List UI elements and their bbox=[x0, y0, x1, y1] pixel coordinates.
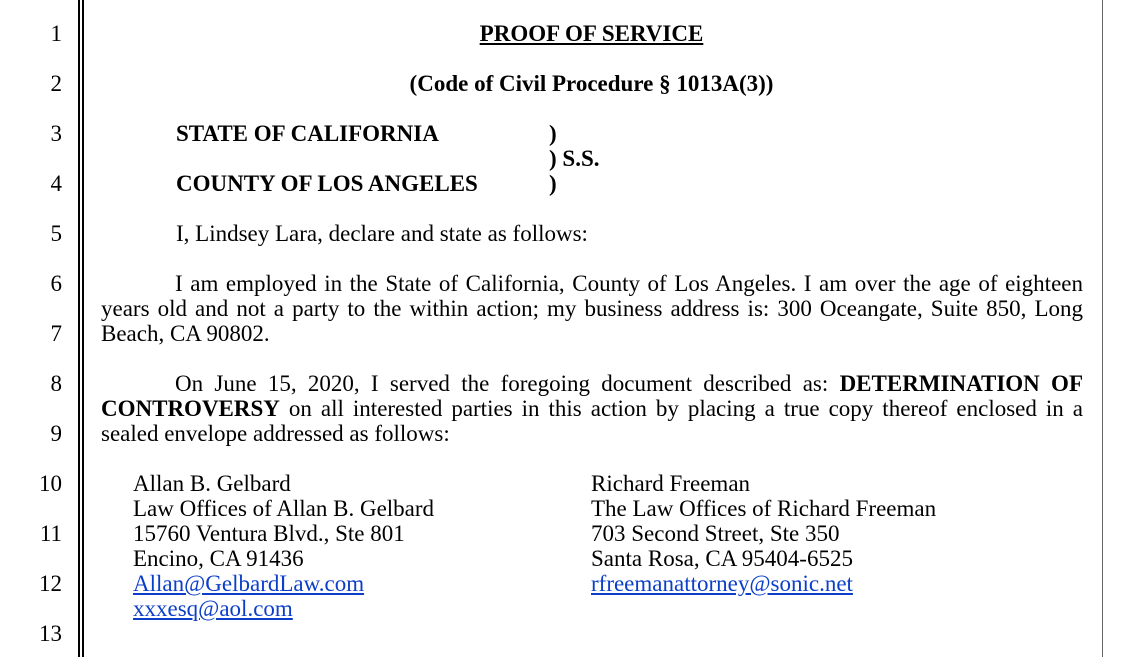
recipient-email-link[interactable]: rfreemanattorney@sonic.net bbox=[591, 571, 853, 596]
service-prefix: On June 15, 2020, I served the foregoing document described as: bbox=[175, 371, 840, 396]
venue-county: COUNTY OF LOS ANGELES bbox=[176, 171, 478, 196]
line-number: 11 bbox=[39, 521, 62, 546]
recipient-email-link[interactable]: xxxesq@aol.com bbox=[133, 596, 293, 621]
line-number: 6 bbox=[50, 271, 62, 296]
declaration-intro: I, Lindsey Lara, declare and state as follows: bbox=[176, 221, 588, 246]
recipient-city: Encino, CA 91436 bbox=[133, 546, 304, 571]
line-number: 12 bbox=[39, 571, 62, 596]
recipient-email-link[interactable]: Allan@GelbardLaw.com bbox=[133, 571, 365, 596]
line-number: 3 bbox=[50, 121, 62, 146]
recipient-firm: Law Offices of Allan B. Gelbard bbox=[133, 496, 435, 521]
line-number: 7 bbox=[50, 321, 62, 346]
venue-ss: ) S.S. bbox=[549, 146, 600, 171]
recipient-city: Santa Rosa, CA 95404-6525 bbox=[591, 546, 853, 571]
line-number: 1 bbox=[50, 21, 62, 46]
line-number: 8 bbox=[50, 371, 62, 396]
employment-paragraph: I am employed in the State of California, County of Los Angeles. I am over the age of eighteen years old and not a party to the within action; my business address is: 300 Oceangate, Suite 850, Long Beach, CA 90802. bbox=[101, 271, 1083, 346]
recipient-street: 15760 Ventura Blvd., Ste 801 bbox=[133, 521, 405, 546]
recipient-name: Allan B. Gelbard bbox=[133, 471, 291, 496]
line-number: 5 bbox=[50, 221, 62, 246]
venue-state: STATE OF CALIFORNIA bbox=[176, 121, 439, 146]
line-number: 10 bbox=[39, 471, 62, 496]
recipient-street: 703 Second Street, Ste 350 bbox=[591, 521, 840, 546]
recipient-block bbox=[133, 471, 434, 621]
venue-paren-bottom: ) bbox=[549, 171, 557, 196]
document-subtitle: (Code of Civil Procedure § 1013A(3)) bbox=[409, 71, 774, 96]
document-title: PROOF OF SERVICE bbox=[479, 21, 704, 46]
recipient-firm: The Law Offices of Richard Freeman bbox=[591, 496, 937, 521]
recipient-block bbox=[591, 471, 936, 596]
document-name: DETERMINATION OF CONTROVERSY bbox=[101, 371, 1083, 421]
line-number: 13 bbox=[39, 621, 62, 646]
line-number: 2 bbox=[50, 71, 62, 96]
line-number: 9 bbox=[50, 421, 62, 446]
venue-paren-top: ) bbox=[549, 121, 557, 146]
line-number: 4 bbox=[50, 171, 62, 196]
service-suffix: on all interested parties in this action by placing a true copy thereof enclosed in a sealed envelope addressed as follows: bbox=[101, 396, 1083, 446]
recipient-name: Richard Freeman bbox=[591, 471, 751, 496]
service-paragraph bbox=[101, 371, 1083, 446]
